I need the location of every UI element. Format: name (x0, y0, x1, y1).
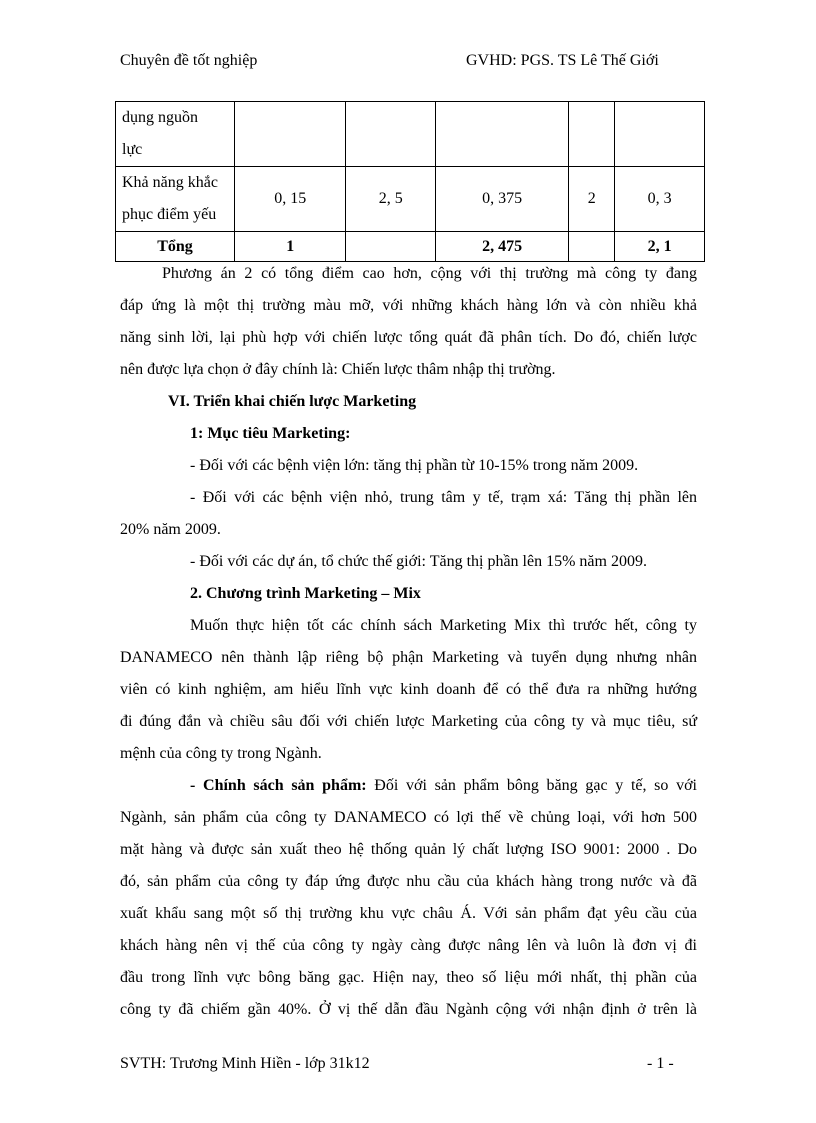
paragraph-line: viên có kinh nghiệm, am hiểu lĩnh vực kinh doanh để có thể đưa ra những hướng (120, 681, 697, 698)
row-label: dụng nguồn lực (116, 102, 235, 167)
table-cell: 2, 5 (346, 167, 436, 232)
policy-label: - Chính sách sản phẩm: (190, 777, 367, 794)
running-footer-left: SVTH: Trương Minh Hiền - lớp 31k12 (120, 1055, 370, 1072)
bullet-line: - Đối với các bệnh viện lớn: tăng thị phần từ 10-15% trong năm 2009. (190, 457, 639, 474)
table-total-row (116, 232, 705, 262)
row-label: Khả năng khắc phục điểm yếu (116, 167, 235, 232)
paragraph-line: đó, sản phẩm của công ty đáp ứng được nhu cầu của khách hàng trong nước và đã (120, 873, 697, 890)
table-cell (235, 102, 346, 167)
table-row (116, 167, 705, 232)
page-number: - 1 - (647, 1055, 674, 1072)
evaluation-table (115, 101, 705, 262)
subsection-heading: 1: Mục tiêu Marketing: (190, 425, 351, 442)
table-cell (436, 102, 569, 167)
bullet-line: 20% năm 2009. (120, 521, 221, 538)
table-cell (346, 102, 436, 167)
paragraph-line: Phương án 2 có tổng điểm cao hơn, cộng với thị trường mà công ty đang (162, 265, 697, 282)
table-cell (615, 102, 705, 167)
paragraph-line: đáp ứng là một thị trường màu mỡ, với những khách hàng lớn và còn nhiều khả (120, 297, 697, 314)
table-cell: 1 (235, 232, 346, 262)
table-cell (346, 232, 436, 262)
table-cell (569, 232, 615, 262)
bullet-line: - Đối với các bệnh viện nhỏ, trung tâm y tế, trạm xá: Tăng thị phần lên (190, 489, 697, 506)
paragraph-line: DANAMECO nên thành lập riêng bộ phận Marketing và tuyển dụng nhưng nhân (120, 649, 697, 666)
section-heading: VI. Triển khai chiến lược Marketing (168, 393, 417, 410)
paragraph-line: đầu trong lĩnh vực bông băng gạc. Hiện nay, theo số liệu mới nhất, thị phần của (120, 969, 697, 986)
paragraph-line: Ngành, sản phẩm của công ty DANAMECO có lợi thế về chủng loại, với hơn 500 (120, 809, 697, 826)
table-cell: 2 (569, 167, 615, 232)
subsection-heading: 2. Chương trình Marketing – Mix (190, 585, 421, 602)
bullet-line: - Đối với các dự án, tổ chức thế giới: Tăng thị phần lên 15% năm 2009. (190, 553, 647, 570)
table-row (116, 102, 705, 167)
paragraph-line: đi đúng đắn và chiều sâu đối với chiến lược Marketing của công ty và mục tiêu, sứ (120, 713, 697, 730)
table-cell: 2, 1 (615, 232, 705, 262)
table-cell: 0, 375 (436, 167, 569, 232)
row-label: Tổng (116, 232, 235, 262)
table-cell: 2, 475 (436, 232, 569, 262)
paragraph-line: mặt hàng và được sản xuất theo hệ thống quản lý chất lượng ISO 9001: 2000 . Do (120, 841, 697, 858)
paragraph-line: khách hàng nên vị thế của công ty ngày càng được nâng lên và luôn là đơn vị đi (120, 937, 697, 954)
body-text (120, 258, 697, 1026)
paragraph-line: xuất khẩu sang một số thị trường khu vực châu Á. Với sản phẩm đạt yêu cầu của (120, 905, 697, 922)
paragraph-line: mệnh của công ty trong Ngành. (120, 745, 322, 762)
paragraph-line: Muốn thực hiện tốt các chính sách Marketing Mix thì trước hết, công ty (190, 617, 697, 634)
paragraph-line: - Chính sách sản phẩm: Đối với sản phẩm bông băng gạc y tế, so với (190, 777, 698, 794)
running-header-right: GVHD: PGS. TS Lê Thế Giới (466, 52, 659, 69)
paragraph-line: nên được lựa chọn ở đây chính là: Chiến lược thâm nhập thị trường. (120, 361, 556, 378)
paragraph-line: năng sinh lời, lại phù hợp với chiến lược tổng quát đã phân tích. Do đó, chiến lược (120, 329, 697, 346)
table-cell (569, 102, 615, 167)
running-header-left: Chuyên đề tốt nghiệp (120, 52, 258, 69)
table-cell: 0, 15 (235, 167, 346, 232)
paragraph-line: công ty đã chiếm gần 40%. Ở vị thế dẫn đầu Ngành cộng với nhận định ở trên là (120, 1001, 697, 1018)
table-cell: 0, 3 (615, 167, 705, 232)
